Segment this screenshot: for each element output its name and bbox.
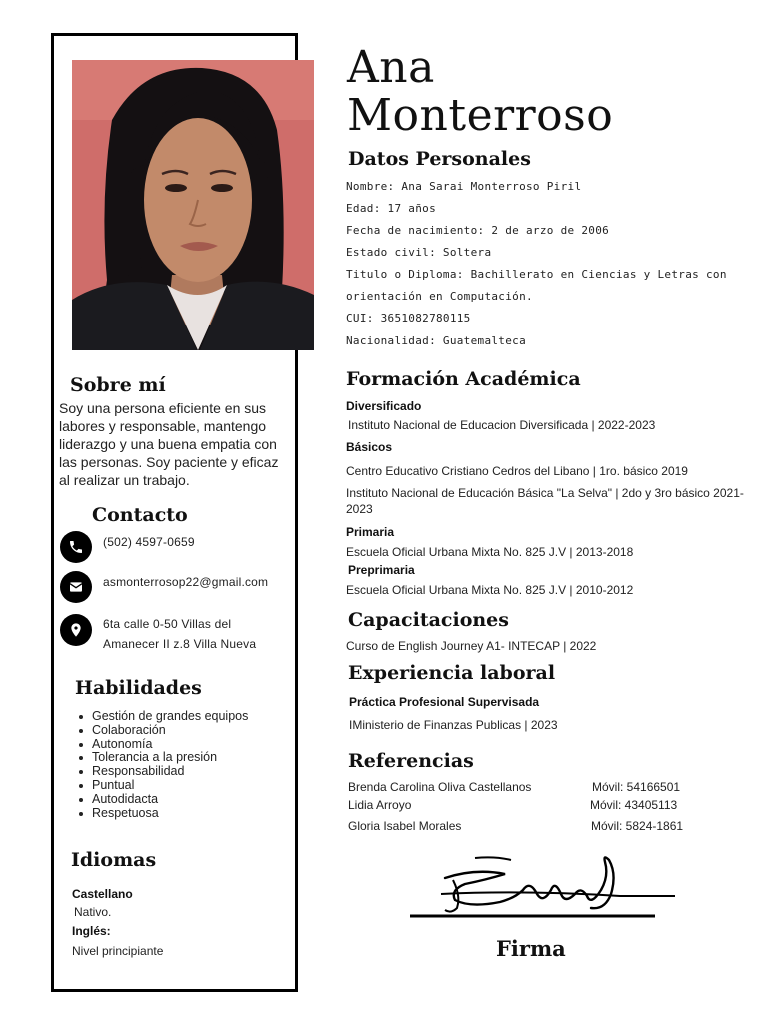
about-title: Sobre mí	[70, 374, 166, 396]
reference-phone: Móvil: 54166501	[592, 780, 681, 794]
contact-address-line2: Amanecer II z.8 Villa Nueva	[103, 637, 257, 651]
reference-phone: Móvil: 43405113	[590, 798, 678, 812]
experience-place: IMinisterio de Finanzas Publicas | 2023	[349, 718, 558, 732]
language-name: Castellano	[72, 887, 133, 901]
skill-item: Puntual	[92, 779, 248, 793]
contact-title: Contacto	[92, 504, 188, 526]
mail-icon	[60, 571, 92, 603]
contact-email-row	[60, 571, 268, 603]
education-level-label: Primaria	[346, 525, 395, 539]
language-level: Nativo.	[74, 905, 112, 919]
contact-address	[103, 614, 256, 654]
education-level-label: Diversificado	[346, 399, 422, 413]
personal-line: Estado civil: Soltera	[346, 246, 492, 259]
education-level-label: Básicos	[346, 440, 393, 454]
personal-line: CUI: 3651082780115	[346, 312, 471, 325]
skill-item: Responsabilidad	[92, 765, 248, 779]
phone-icon	[60, 531, 92, 563]
location-pin-icon	[60, 614, 92, 646]
skill-item: Respetuosa	[92, 807, 248, 821]
contact-phone[interactable]: (502) 4597-0659	[103, 535, 195, 549]
contact-email[interactable]: asmonterrosop22@gmail.com	[103, 575, 269, 589]
last-name: Monterroso	[347, 90, 614, 141]
skill-item: Autodidacta	[92, 793, 248, 807]
reference-name: Lidia Arroyo	[348, 798, 412, 812]
reference-name: Brenda Carolina Oliva Castellanos	[348, 780, 532, 794]
education-entry: Escuela Oficial Urbana Mixta No. 825 J.V | 2010-2012	[346, 583, 634, 597]
education-entry: Centro Educativo Cristiano Cedros del Libano | 1ro. básico 2019	[346, 464, 688, 478]
personal-title: Datos Personales	[348, 148, 531, 170]
about-text: Soy una persona eficiente en sus labores y responsable, mantengo liderazgo y una buena empatia con las personas. Soy paciente y eficaz al realizar un trabajo.	[59, 400, 279, 488]
skills-list	[92, 710, 248, 820]
reference-name: Gloria Isabel Morales	[348, 819, 462, 833]
personal-line: Edad: 17 años	[346, 202, 436, 215]
skill-item: Colaboración	[92, 724, 248, 738]
personal-line: Nombre: Ana Sarai Monterroso Piril	[346, 180, 582, 193]
personal-line: Nacionalidad: Guatemalteca	[346, 334, 526, 347]
education-entry: Escuela Oficial Urbana Mixta No. 825 J.V | 2013-2018	[346, 545, 634, 559]
contact-address-line1: 6ta calle 0-50 Villas del	[103, 617, 232, 631]
education-title: Formación Académica	[346, 368, 581, 390]
language-level: Nivel principiante	[72, 944, 164, 958]
contact-phone-row	[60, 531, 195, 563]
reference-phone: Móvil: 5824-1861	[591, 819, 684, 833]
personal-line: Titulo o Diploma: Bachillerato en Ciencias y Letras con	[346, 268, 727, 281]
profile-photo	[72, 60, 314, 350]
training-entry: Curso de English Journey A1- INTECAP | 2022	[346, 639, 597, 653]
skill-item: Tolerancia a la presión	[92, 751, 248, 765]
signature-image	[405, 850, 680, 930]
personal-line: Fecha de nacimiento: 2 de arzo de 2006	[346, 224, 610, 237]
skill-item: Autonomía	[92, 738, 248, 752]
education-entry: Instituto Nacional de Educacion Diversificada | 2022-2023	[348, 418, 656, 432]
first-name: Ana	[347, 42, 435, 93]
skill-item: Gestión de grandes equipos	[92, 709, 249, 723]
experience-title: Experiencia laboral	[348, 662, 556, 684]
signature-label: Firma	[496, 936, 566, 961]
languages-title: Idiomas	[71, 849, 157, 871]
experience-role: Práctica Profesional Supervisada	[349, 695, 540, 709]
language-name: Inglés:	[72, 924, 111, 938]
personal-line: orientación en Computación.	[346, 290, 533, 303]
references-title: Referencias	[348, 750, 474, 772]
training-title: Capacitaciones	[348, 609, 509, 631]
skills-title: Habilidades	[75, 677, 202, 699]
education-entry: Instituto Nacional de Educación Básica "La Selva" | 2do y 3ro básico 2021-2023	[346, 486, 744, 516]
contact-address-row	[60, 614, 256, 654]
education-level-label: Preprimaria	[348, 563, 415, 577]
